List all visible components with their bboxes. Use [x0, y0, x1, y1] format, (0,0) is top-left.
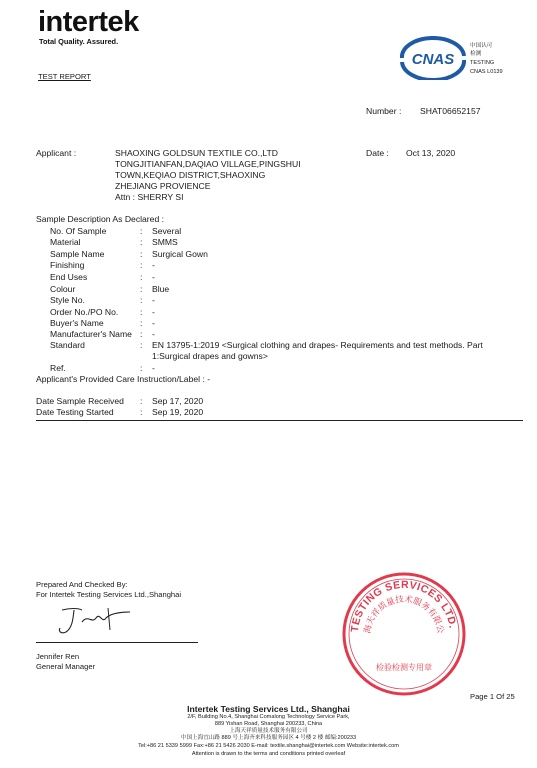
field-value: - [152, 307, 155, 317]
prepared-company: For Intertek Testing Services Ltd.,Shanghai [36, 590, 182, 599]
field-value: Several [152, 226, 182, 236]
footer-address-2: 889 Yishan Road, Shanghai 200233, China [214, 721, 323, 727]
footer-address-1: 2/F, Building No.4, Shanghai Comalong Technology Service Park, [187, 714, 350, 720]
cnas-accreditation-no: CNAS L0139 [470, 69, 503, 75]
care-instruction: Applicant's Provided Care Instruction/Label : - [36, 374, 211, 384]
date-label: Date : [366, 148, 389, 158]
field-value: SMMS [152, 237, 178, 247]
cnas-cn-line-2: 检测 [470, 51, 482, 57]
ref-label: Ref. [50, 363, 66, 373]
logo-tagline: Total Quality. Assured. [39, 37, 119, 46]
report-number: SHAT06652157 [420, 106, 481, 116]
cnas-logo [398, 36, 468, 80]
field-value: Surgical Gown [152, 249, 208, 259]
field-colon: : [140, 237, 143, 247]
report-date: Oct 13, 2020 [406, 148, 456, 158]
field-colon: : [140, 318, 143, 328]
field-label: No. Of Sample [50, 226, 107, 236]
field-colon: : [140, 363, 143, 373]
standard-line: EN 13795-1:2019 <Surgical clothing and drapes- Requirements and test methods. Part [152, 340, 483, 350]
seal-bottom-text: 检验检测专用章 [376, 663, 432, 672]
applicant-line: ZHEJIANG PROVIENCE [115, 181, 211, 191]
field-colon: : [140, 272, 143, 282]
field-value: - [152, 295, 155, 305]
seal-inner-text: 海天祥质量技术服务有限公 [362, 594, 446, 635]
applicant-attn: Attn : SHERRY SI [115, 192, 184, 202]
ref-value: - [152, 363, 155, 373]
standard-line: 1:Surgical drapes and gowns> [152, 351, 268, 361]
field-label: Colour [50, 284, 76, 294]
date-started: Sep 19, 2020 [152, 407, 204, 417]
footer-cn-address: 中国上海宜山路 889 号上海齐来科技服务园区 4 号楼 2 楼 邮编:200233 [180, 735, 357, 741]
cnas-logo-text: CNAS [411, 51, 455, 68]
signer-title: General Manager [36, 662, 96, 671]
field-label: Material [50, 237, 81, 247]
field-colon: : [140, 226, 143, 236]
footer-terms: Attention is drawn to the terms and conditions printed overleaf [191, 751, 346, 757]
field-colon: : [140, 284, 143, 294]
field-label: Sample Name [50, 249, 105, 259]
field-label: Style No. [50, 295, 85, 305]
field-colon: : [140, 329, 143, 339]
applicant-line: SHAOXING GOLDSUN TEXTILE CO.,LTD [115, 148, 278, 158]
field-label: Buyer's Name [50, 318, 104, 328]
page-number: Page 1 Of 25 [470, 692, 515, 701]
field-colon: : [140, 340, 143, 350]
section-divider [36, 420, 523, 421]
report-title: TEST REPORT [38, 72, 91, 81]
date-received: Sep 17, 2020 [152, 396, 204, 406]
field-colon: : [140, 295, 143, 305]
footer-company: Intertek Testing Services Ltd., Shanghai [187, 704, 350, 714]
handwritten-signature [48, 602, 138, 638]
field-colon: : [140, 260, 143, 270]
company-seal [340, 570, 468, 698]
footer-cn-company: 上海天祥质量技术服务有限公司 [229, 728, 308, 734]
field-colon: : [140, 307, 143, 317]
field-label: End Uses [50, 272, 88, 282]
seal-outer-text: TESTING SERVICES LTD. [348, 578, 459, 633]
standard-label: Standard [50, 340, 85, 350]
field-value: Blue [152, 284, 170, 294]
date-started-label: Date Testing Started [36, 407, 114, 417]
signature-line [36, 642, 198, 643]
field-label: Manufacturer's Name [50, 329, 132, 339]
intertek-logo: intertek [38, 6, 139, 38]
applicant-line: TONGJITIANFAN,DAQIAO VILLAGE,PINGSHUI [115, 159, 301, 169]
field-label: Order No./PO No. [50, 307, 119, 317]
applicant-label: Applicant : [36, 148, 77, 158]
report-number-label: Number : [366, 106, 402, 116]
field-value: - [152, 318, 155, 328]
cnas-testing: TESTING [470, 60, 495, 66]
footer-contact: Tel:+86 21 5339 5999 Fax:+86 21 5426 2030 E-mail: textile.shanghai@intertek.com Website:intertek.com [138, 743, 399, 749]
field-colon: : [140, 407, 143, 417]
sample-heading: Sample Description As Declared : [36, 214, 165, 224]
prepared-by-label: Prepared And Checked By: [36, 580, 128, 589]
field-label: Finishing [50, 260, 85, 270]
field-colon: : [140, 249, 143, 259]
date-received-label: Date Sample Received [36, 396, 124, 406]
cnas-cn-line-1: 中国认可 [470, 43, 493, 49]
field-colon: : [140, 396, 143, 406]
applicant-line: TOWN,KEQIAO DISTRICT,SHAOXING [115, 170, 266, 180]
field-value: - [152, 272, 155, 282]
signer-name: Jennifer Ren [36, 652, 80, 661]
field-value: - [152, 329, 155, 339]
field-value: - [152, 260, 155, 270]
